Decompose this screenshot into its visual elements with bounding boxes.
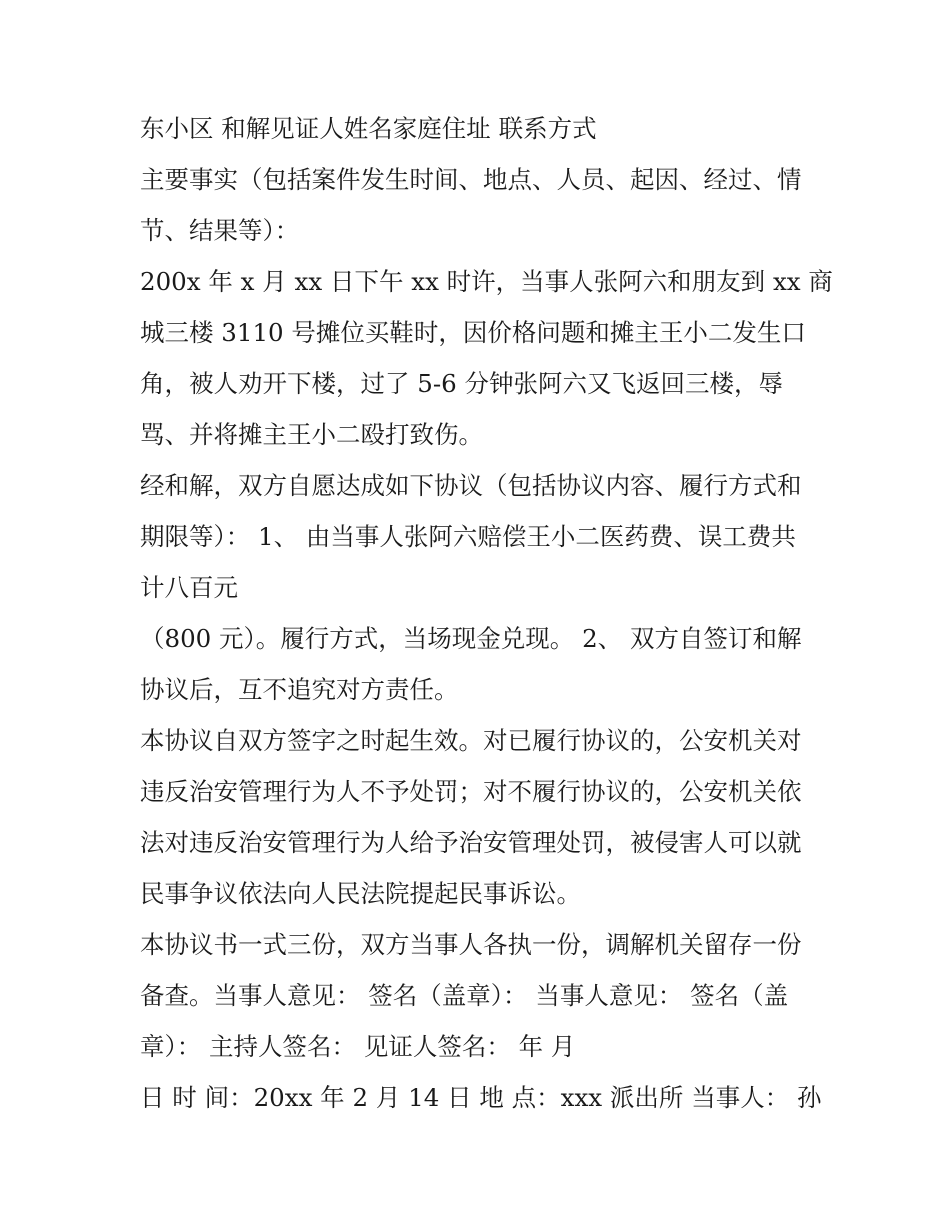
text-line: 本协议书一式三份，双方当事人各执一份，调解机关留存一份 xyxy=(140,930,802,959)
text-line: 城三楼 3110 号摊位买鞋时，因价格问题和摊主王小二发生口 xyxy=(140,318,806,347)
text-line: 骂、并将摊主王小二殴打致伤。 xyxy=(140,420,483,449)
text-line: 协议后，互不追究对方责任。 xyxy=(140,675,459,704)
text-line: 备查。当事人意见： 签名（盖章）： 当事人意见： 签名（盖 xyxy=(140,981,789,1010)
text-line: 违反治安管理行为人不予处罚；对不履行协议的，公安机关依 xyxy=(140,777,802,806)
text-line: （800 元）。履行方式，当场现金兑现。 2、 双方自签订和解 xyxy=(140,624,802,653)
text-line: 节、结果等）： xyxy=(140,216,300,245)
text-line: 日 时 间：20xx 年 2 月 14 日 地 点：xxx 派出所 当事人： 孙 xyxy=(140,1083,822,1112)
text-line: 主要事实（包括案件发生时间、地点、人员、起因、经过、情 xyxy=(140,165,802,194)
text-line: 法对违反治安管理行为人给予治安管理处罚，被侵害人可以就 xyxy=(140,828,802,857)
text-line: 本协议自双方签字之时起生效。对已履行协议的，公安机关对 xyxy=(140,726,802,755)
text-line: 200x 年 x 月 xx 日下午 xx 时许，当事人张阿六和朋友到 xx 商 xyxy=(140,267,833,296)
text-line: 计八百元 xyxy=(140,573,238,602)
text-line: 经和解，双方自愿达成如下协议（包括协议内容、履行方式和 xyxy=(140,471,802,500)
text-line: 期限等）： 1、 由当事人张阿六赔偿王小二医药费、误工费共 xyxy=(140,522,796,551)
text-line: 角，被人劝开下楼，过了 5-6 分钟张阿六又飞返回三楼，辱 xyxy=(140,369,784,398)
text-line: 东小区 和解见证人姓名家庭住址 联系方式 xyxy=(140,114,597,143)
text-line: 民事争议依法向人民法院提起民事诉讼。 xyxy=(140,879,581,908)
text-line: 章）： 主持人签名： 见证人签名： 年 月 xyxy=(140,1032,576,1061)
